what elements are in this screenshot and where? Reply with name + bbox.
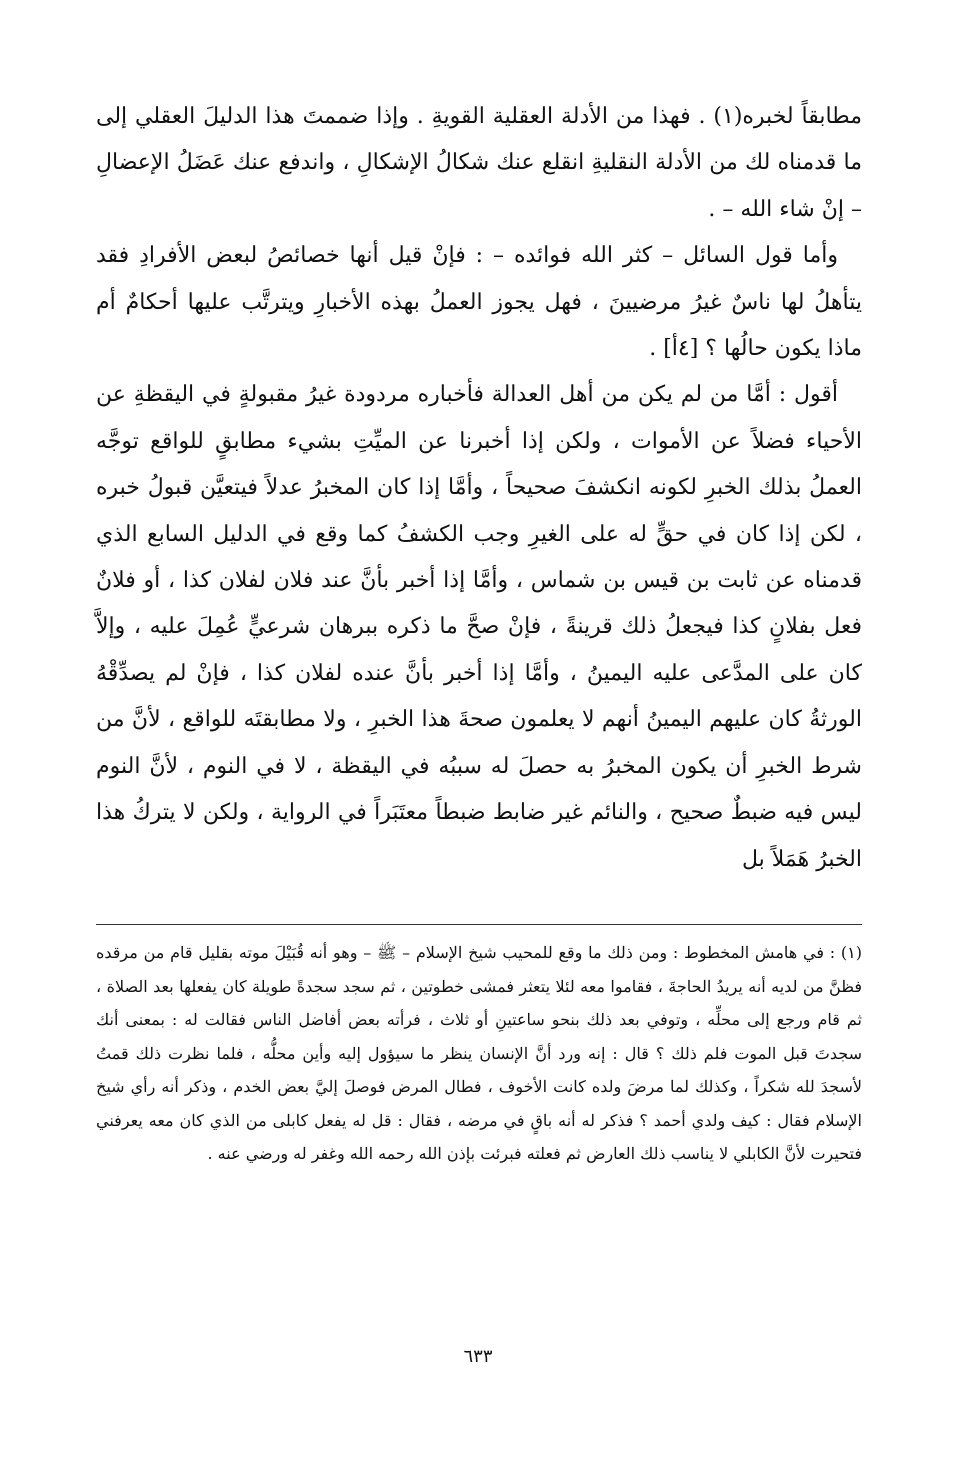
- paragraph-2: وأما قول السائل – كثر الله فوائده – : فإنْ قيل أنها خصائصُ لبعض الأفرادِ فقد يتأهلُ لها ناسٌ غيرُ مرضيينَ ، فهل يجوز العملُ بهذه الأخبارِ ويترتَّب عليها أحكامٌ أم ماذا يكون حالُها ؟ [٤أ] .: [96, 243, 862, 362]
- page-number: ٦٣٣: [463, 1346, 493, 1367]
- main-text: [96, 94, 862, 883]
- paragraph-1: مطابقاً لخبره(١) . فهذا من الأدلة العقلية القويةِ . وإذا ضممتَ هذا الدليلَ العقلي إلى ما قدمناه لك من الأدلة النقليةِ انقلع عنك شكالُ الإشكالِ ، واندفع عنك عَضَلُ الإعضالِ – إنْ شاء الله – .: [96, 104, 862, 222]
- paragraph-3: أقول : أمَّا من لم يكن من أهل العدالة فأخباره مردودة غيرُ مقبولةٍ في اليقظةِ عن الأحياء فضلاً عن الأموات ، ولكن إذا أخبرنا عن الميِّتِ بشيء مطابقٍ للواقع توجَّه العملُ بذلك الخبرِ لكونه انكشفَ صحيحاً ، وأمَّا إذا كان المخبرُ عدلاً فيتعيَّن قبولُ خبره ، لكن إذا كان في حقٍّ له على الغيرِ وجب الكشفُ كما وقع في الدليل السابع الذي قدمناه عن ثابت بن قيس بن شماس ، وأمَّا إذا أخبر بأنَّ عند فلان لفلان كذا ، أو فلانٌ فعل بفلانٍ كذا فيجعلُ ذلك قرينةً ، فإنْ صحَّ ما ذكره ببرهان شرعيٍّ عُمِلَ عليه ، وإلاَّ كان على المدَّعى عليه اليمينُ ، وأمَّا إذا أخبر بأنَّ عنده لفلان كذا ، فإنْ لم يصدِّقْهُ الورثةُ كان عليهم اليمينُ أنهم لا يعلمون صحةَ هذا الخبرِ ، ولا مطابقتَه للواقع ، لأنَّ من شرط الخبرِ أن يكون المخبرُ به حصلَ له سببُه في اليقظة ، لا في النوم ، لأنَّ النوم ليس فيه ضبطٌ صحيح ، والنائم غير ضابط ضبطاً معتَبَراً في الرواية ، ولكن لا يتركُ هذا الخبرُ هَمَلاً بل: [96, 382, 862, 872]
- footnote-separator: [96, 924, 862, 925]
- footnote: (١) : في هامش المخطوط : ومن ذلك ما وقع للمحيب شيخ الإسلام – ﷺ – وهو أنه قُبَيْلَ موته بقليل قام من مرقده فظنَّ من لديه أنه يريدُ الحاجةَ ، فقاموا معه لئلا يتعثر فمشى خطوتين ، ثم سجد سجدةً طويلة كان يفعلها بعد الصلاة ، ثم قام ورجع إلى محلِّه ، وتوفي بعد ذلك بنحو ساعتينِ أو ثلاث ، فرأته بعض أفاضل الناس فقالت له : بمعنى أنك سجدتَ قبل الموت فلم ذلك ؟ قال : إنه ورد أنَّ الإنسان ينظر ما سيؤول إليه وأين محلُّه ، فلما نظرت ذلك قمتُ لأسجدَ لله شكراً ، وكذلك لما مرضَ ولده كانت الأخوف ، فطال المرض فوصلَ إليَّ بعض الخدم ، وذكر أنه رأي شيخ الإسلام فقال : كيف ولدي أحمد ؟ فذكر له أنه باقٍ في مرضه ، فقال : قل له يفعل كابلى من الذي كان معه يعرفني فتحيرت لأنَّ الكابلي لا يناسب ذلك العارض ثم فعلته فبرئت بإذن الله رحمه الله وغفر له ورضي عنه .: [96, 943, 863, 1163]
